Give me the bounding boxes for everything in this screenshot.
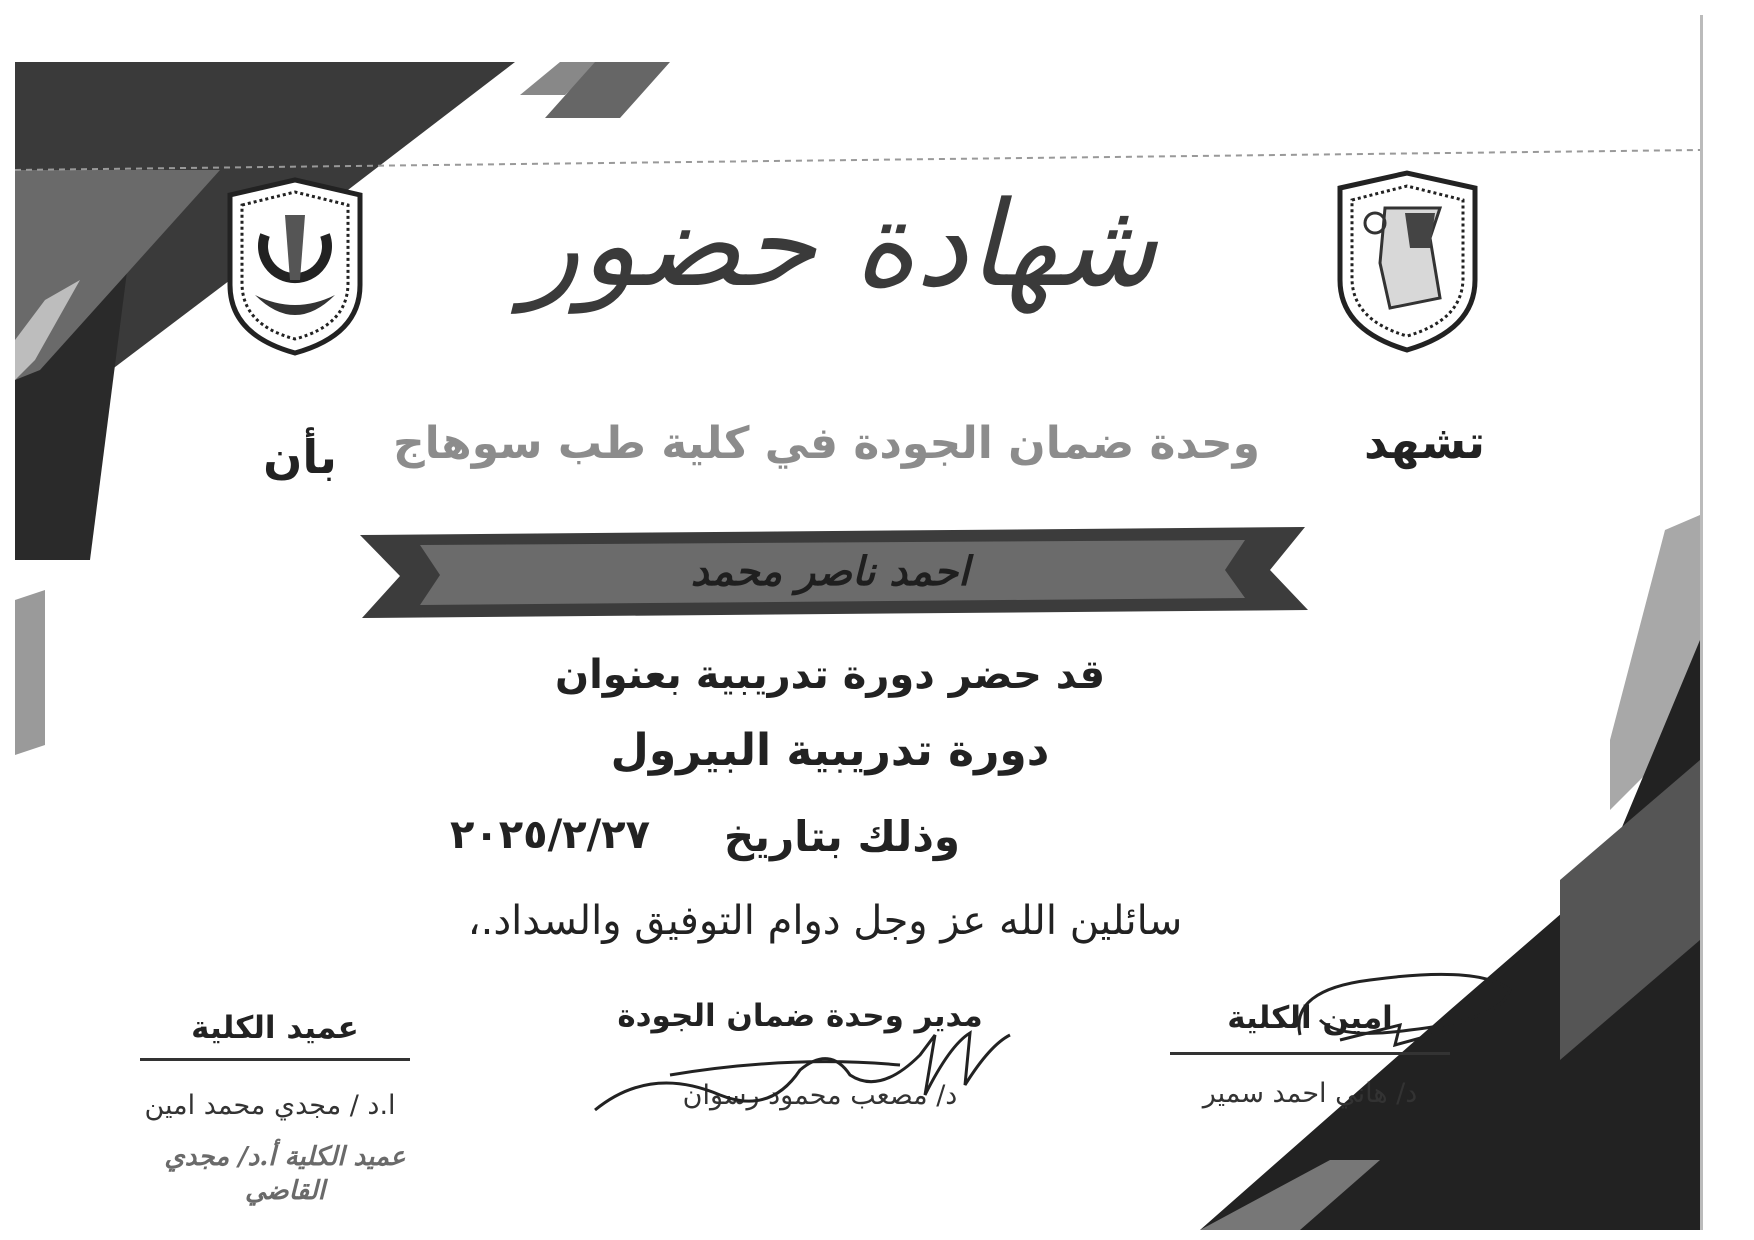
sohag-university-emblem-icon: [1330, 168, 1485, 353]
dean-title: عميد الكلية: [191, 1010, 359, 1046]
attended-line: قد حضر دورة تدريبية بعنوان: [554, 652, 1106, 698]
quality-director-title: مدير وحدة ضمان الجودة: [617, 998, 983, 1034]
dean-name: ا.د / مجدي محمد امين: [144, 1090, 396, 1121]
that-label: بأن: [263, 430, 337, 484]
certificate-title: شهادة حضور: [522, 175, 1158, 313]
certifies-label: تشهد: [1363, 415, 1485, 469]
dean-signature-line: [140, 1058, 410, 1061]
faculty-of-medicine-emblem-icon: [220, 175, 370, 355]
scan-edge-line: [1700, 15, 1703, 1230]
quality-director-signature: [590, 1025, 1030, 1135]
left-grey-strip: [15, 590, 45, 755]
closing-line: سائلين الله عز وجل دوام التوفيق والسداد.،: [467, 898, 1183, 944]
faculty-secretary-title: امين الكلية: [1227, 1000, 1393, 1036]
faculty-secretary-signature: [1280, 960, 1520, 1060]
course-title: دورة تدريبية البيرول: [610, 725, 1050, 776]
faculty-secretary-name: د/ هاني احمد سمير: [1202, 1078, 1418, 1109]
date-value: ٢٠٢٥/٢/٢٧: [449, 812, 651, 858]
date-label: وذلك بتاريخ: [723, 812, 960, 861]
dean-stamp: عميد الكلية أ.د/ مجدي القاضي: [164, 1142, 406, 1206]
recipient-name: احمد ناصر محمد: [690, 548, 970, 595]
issuer-name: وحدة ضمان الجودة في كلية طب سوهاج: [392, 418, 1260, 469]
quality-director-name: د/ مصعب محمود رسوان: [682, 1080, 958, 1111]
